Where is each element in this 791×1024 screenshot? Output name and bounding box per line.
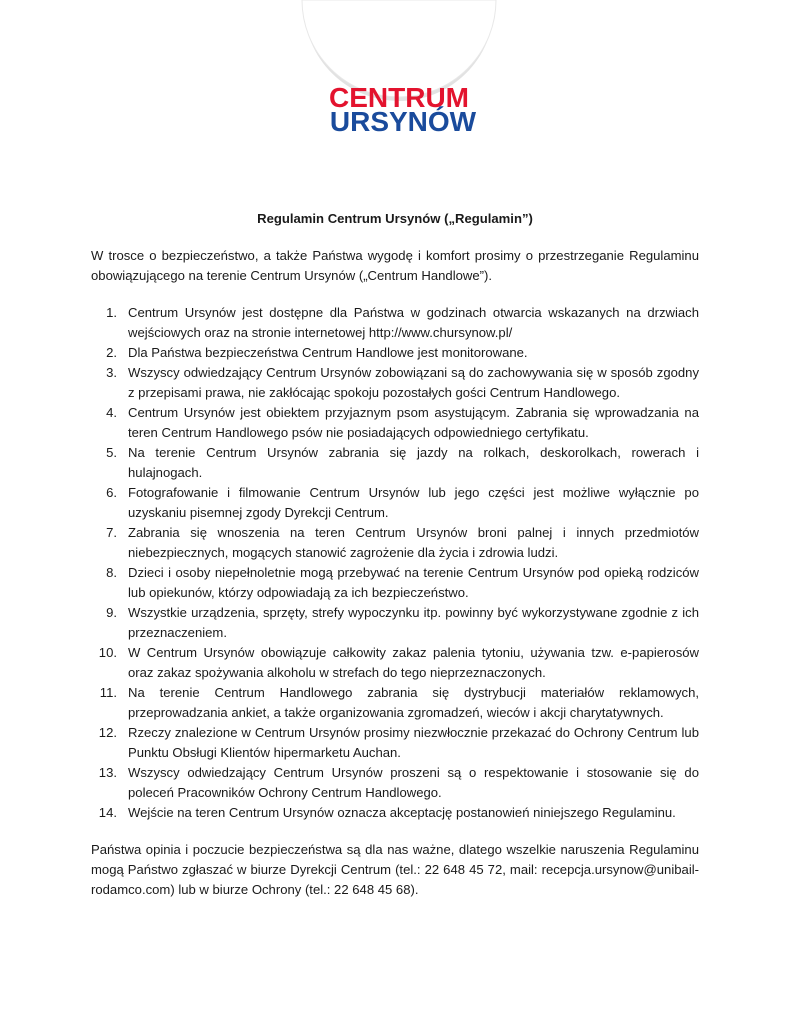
intro-paragraph: W trosce o bezpieczeństwo, a także Państwa wygodę i komfort prosimy o przestrzeganie Regulaminu obowiązującego na terenie Centrum Ursynów („Centrum Handlowe”). xyxy=(91,248,699,283)
rule-text: Centrum Ursynów jest obiektem przyjaznym psom asystującym. Zabrania się wprowadzania na teren Centrum Handlowego psów nie posiadających odpowiedniego certyfikatu. xyxy=(128,405,699,440)
rule-item xyxy=(91,683,699,723)
rule-item xyxy=(91,343,699,363)
rule-item xyxy=(91,483,699,523)
logo-text-centrum: CENTRUM xyxy=(329,82,469,113)
rule-item xyxy=(91,443,699,483)
rule-text: Zabrania się wnoszenia na teren Centrum Ursynów broni palnej i innych przedmiotów niebezpiecznych, mogących stanowić zagrożenie dla życia i zdrowia ludzi. xyxy=(128,525,699,560)
rule-item xyxy=(91,403,699,443)
rule-text: Dzieci i osoby niepełnoletnie mogą przebywać na terenie Centrum Ursynów pod opieką rodziców lub opiekunów, którzy odpowiadają za ich bezpieczeństwo. xyxy=(128,565,699,600)
rule-number: 6. xyxy=(106,485,117,500)
rule-number: 4. xyxy=(106,405,117,420)
rule-number: 1. xyxy=(106,305,117,320)
rule-text: Centrum Ursynów jest dostępne dla Państwa w godzinach otwarcia wskazanych na drzwiach wejściowych oraz na stronie internetowej http://www.chursynow.pl/ xyxy=(128,305,699,340)
rule-item xyxy=(91,523,699,563)
rule-text: W Centrum Ursynów obowiązuje całkowity zakaz palenia tytoniu, używania tzw. e-papierosów oraz zakaz spożywania alkoholu w strefach do tego nieprzeznaczonych. xyxy=(128,645,699,680)
rule-text: Na terenie Centrum Handlowego zabrania się dystrybucji materiałów reklamowych, przeprowadzania ankiet, a także organizowania zgromadzeń, wieców i akcji charytatywnych. xyxy=(128,685,699,720)
rule-number: 8. xyxy=(106,565,117,580)
rule-number: 9. xyxy=(106,605,117,620)
rule-number: 14. xyxy=(98,805,117,820)
rule-number: 10. xyxy=(98,645,117,660)
rule-text: Wejście na teren Centrum Ursynów oznacza akceptację postanowień niniejszego Regulaminu. xyxy=(128,805,676,820)
rule-text: Fotografowanie i filmowanie Centrum Ursynów lub jego części jest możliwe wyłącznie po uzyskaniu pisemnej zgody Dyrekcji Centrum. xyxy=(128,485,699,520)
rule-text: Dla Państwa bezpieczeństwa Centrum Handlowe jest monitorowane. xyxy=(128,345,528,360)
rule-text: Wszystkie urządzenia, sprzęty, strefy wypoczynku itp. powinny być wykorzystywane zgodnie z ich przeznaczeniem. xyxy=(128,605,699,640)
rule-number: 13. xyxy=(98,765,117,780)
rule-number: 12. xyxy=(98,725,117,740)
rule-number: 11. xyxy=(99,685,117,700)
rule-item xyxy=(91,603,699,643)
rules-list xyxy=(91,303,699,823)
rule-text: Na terenie Centrum Ursynów zabrania się jazdy na rolkach, deskorolkach, rowerach i hulajnogach. xyxy=(128,445,699,480)
document-title: Regulamin Centrum Ursynów („Regulamin”) xyxy=(257,211,533,226)
rule-number: 2. xyxy=(106,345,117,360)
rule-item xyxy=(91,643,699,683)
rule-item xyxy=(91,303,699,343)
centrum-ursynow-logo xyxy=(300,0,498,175)
rule-item xyxy=(91,723,699,763)
rule-number: 3. xyxy=(106,365,117,380)
rule-text: Wszyscy odwiedzający Centrum Ursynów zobowiązani są do zachowywania się w sposób zgodny z przepisami prawa, nie zakłócając spokoju pozostałych gości Centrum Handlowego. xyxy=(128,365,699,400)
rule-number: 5. xyxy=(106,445,117,460)
closing-paragraph: Państwa opinia i poczucie bezpieczeństwa są dla nas ważne, dlatego wszelkie naruszenia Regulaminu mogą Państwo zgłaszać w biurze Dyrekcji Centrum (tel.: 22 648 45 72, mail: recepcja.ursynow@unibail-rodamco.com) lub w biurze Ochrony (tel.: 22 648 45 68). xyxy=(91,842,699,897)
regulation-document xyxy=(91,209,699,900)
rule-text: Rzeczy znalezione w Centrum Ursynów prosimy niezwłocznie przekazać do Ochrony Centrum lub Punktu Obsługi Klientów hipermarketu Auchan. xyxy=(128,725,699,760)
rule-item xyxy=(91,563,699,603)
rule-text: Wszyscy odwiedzający Centrum Ursynów proszeni są o respektowanie i stosowanie się do poleceń Pracowników Ochrony Centrum Handlowego. xyxy=(128,765,699,800)
rule-item xyxy=(91,763,699,803)
logo-text-ursynow: URSYNÓW xyxy=(329,106,477,137)
rule-item xyxy=(91,803,699,823)
rule-item xyxy=(91,363,699,403)
rule-number: 7. xyxy=(106,525,117,540)
logo-badge xyxy=(300,0,498,175)
